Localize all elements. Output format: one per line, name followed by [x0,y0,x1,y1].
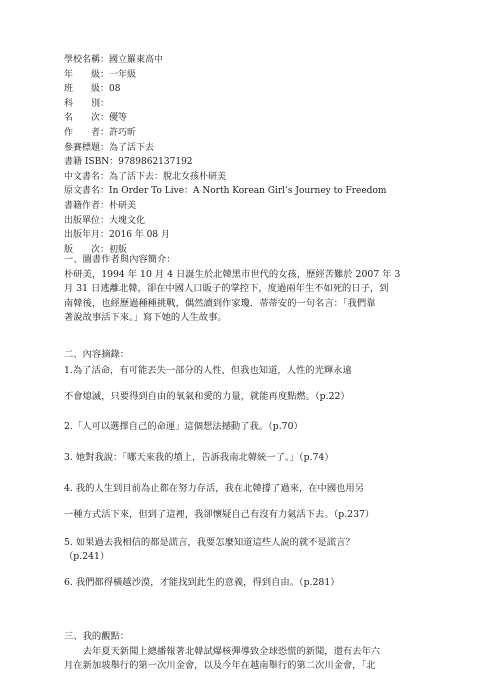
metadata-value: 為了活下去：脫北女孩朴研美 [109,171,227,182]
excerpt-line: 3. 她對我說：「哪天來我的墳上，告訴我南北韓統一了。」（p.74） [64,452,334,463]
metadata-label: 版 次 [64,244,101,255]
metadata-label: 中文書名 [64,171,101,182]
metadata-colon: ： [100,215,110,226]
metadata-value: 初版 [109,244,128,255]
intro-heading: 一、圖書作者與內容簡介： [64,254,176,265]
excerpt-item-4 [64,482,434,522]
metadata-row [64,141,464,156]
intro-line: 著說故事活下來。」寫下她的人生故事。 [64,312,227,324]
excerpt-item-1 [64,364,434,404]
metadata-value: 國立羅東高中 [109,55,164,65]
opinion-line: 月在新加坡舉行的第一次川金會，以及今年在越南舉行的第二次川金會，「北 [64,660,376,672]
excerpt-item-5 [64,536,434,564]
metadata-block [64,53,464,257]
excerpt-line: 一種方式活下來，但到了這裡，我卻懷疑自己有沒有力氣活下去。（p.237） [64,509,375,520]
metadata-colon: ： [100,230,110,241]
excerpt-line: 5. 如果過去我相信的都是謊言，我要怎麼知道這些人說的就不是謊言？ [64,537,355,548]
excerpts-heading: 二、內容摘錄： [64,349,130,360]
intro-line: 南韓後，也經歷過種種挑戰，偶然讀到作家瓊．蒂蒂安的一句名言：「我們靠 [64,297,376,309]
metadata-colon: ： [100,127,110,138]
metadata-label: 年 級 [64,69,101,80]
intro-paragraph [64,268,434,326]
metadata-label: 學校名稱 [64,55,101,65]
opinion-line: 去年夏天新聞上總播報著北韓試爆核彈導致全球恐慌的新聞，還有去年六 [82,645,381,657]
metadata-value: 08 [109,84,121,95]
metadata-row [64,53,464,68]
metadata-label: 名 次 [64,113,101,124]
metadata-colon: ： [100,171,110,182]
metadata-colon: ： [109,157,119,168]
metadata-label: 書籍 ISBN [64,157,110,168]
metadata-row [64,97,464,112]
excerpt-item-3 [64,451,434,465]
metadata-row [64,170,464,185]
metadata-label: 書籍作者 [64,200,101,211]
excerpt-line: （p.241） [64,551,110,562]
metadata-value: 大塊文化 [109,215,146,226]
metadata-row [64,199,464,214]
metadata-value: 優等 [109,113,128,124]
opinion-paragraph [64,645,434,674]
metadata-row [64,68,464,83]
metadata-colon: ： [100,142,110,153]
opinion-section [64,630,434,674]
metadata-label: 出版單位 [64,215,101,226]
metadata-label: 原文書名 [64,186,101,197]
metadata-colon: ： [100,113,110,124]
metadata-value: 許巧昕 [109,127,137,138]
metadata-label: 出版年月 [64,230,101,241]
metadata-value: 朴研美 [109,200,137,211]
excerpt-line: 2.「人可以選擇自己的命運」這個想法撼動了我。（p.70） [64,421,303,432]
metadata-row [64,111,464,126]
opinion-heading: 三、我的觀點： [64,631,130,642]
excerpt-line: 4. 我的人生到目前為止都在努力存活，我在北韓撐了過來，在中國也用另 [64,483,365,494]
metadata-label: 科 別 [64,98,101,109]
metadata-label: 班 級 [64,84,101,95]
metadata-value: 為了活下去 [109,142,155,153]
excerpt-item-6 [64,576,434,590]
metadata-value: 9789862137192 [118,157,193,168]
metadata-colon: ： [100,244,110,255]
metadata-value: In Order To Live：A North Korean Girl’s Journey to Freedom [109,186,387,197]
metadata-colon: ： [100,186,110,197]
excerpt-item-2 [64,420,434,434]
metadata-row [64,126,464,141]
excerpts-heading-wrap [64,348,434,363]
metadata-colon: ： [100,69,110,80]
metadata-value: 2016 年 08 月 [109,230,170,241]
metadata-colon: ： [100,98,110,109]
metadata-colon: ： [100,55,110,65]
metadata-value: 一年級 [109,69,137,80]
metadata-row [64,82,464,97]
excerpt-line: 1.為了活命，有可能丟失一部分的人性，但我也知道，人性的光輝永遠 [64,365,352,376]
metadata-colon: ： [100,200,110,211]
metadata-row [64,214,464,229]
intro-line: 月 31 日逃離北韓，卻在中國人口販子的掌控下，度過兩年生不如死的日子，到 [64,283,389,295]
intro-line: 朴研美，1994 年 10 月 4 日誕生於北韓黑市世代的女孩，歷經苦難於 2007 年 3 [64,268,401,280]
metadata-label: 作 者 [64,127,101,138]
metadata-label: 參賽標題 [64,142,101,153]
metadata-row [64,228,464,243]
intro-section [64,253,434,326]
metadata-row [64,184,464,199]
excerpt-line: 6. 我們都得橫越沙漠，才能找到此生的意義，得到自由。（p.281） [64,577,340,588]
metadata-colon: ： [100,84,110,95]
excerpt-line: 不會熄滅，只要得到自由的氧氣和愛的力量，就能再度點燃。（p.22） [64,391,350,402]
metadata-row [64,155,464,170]
